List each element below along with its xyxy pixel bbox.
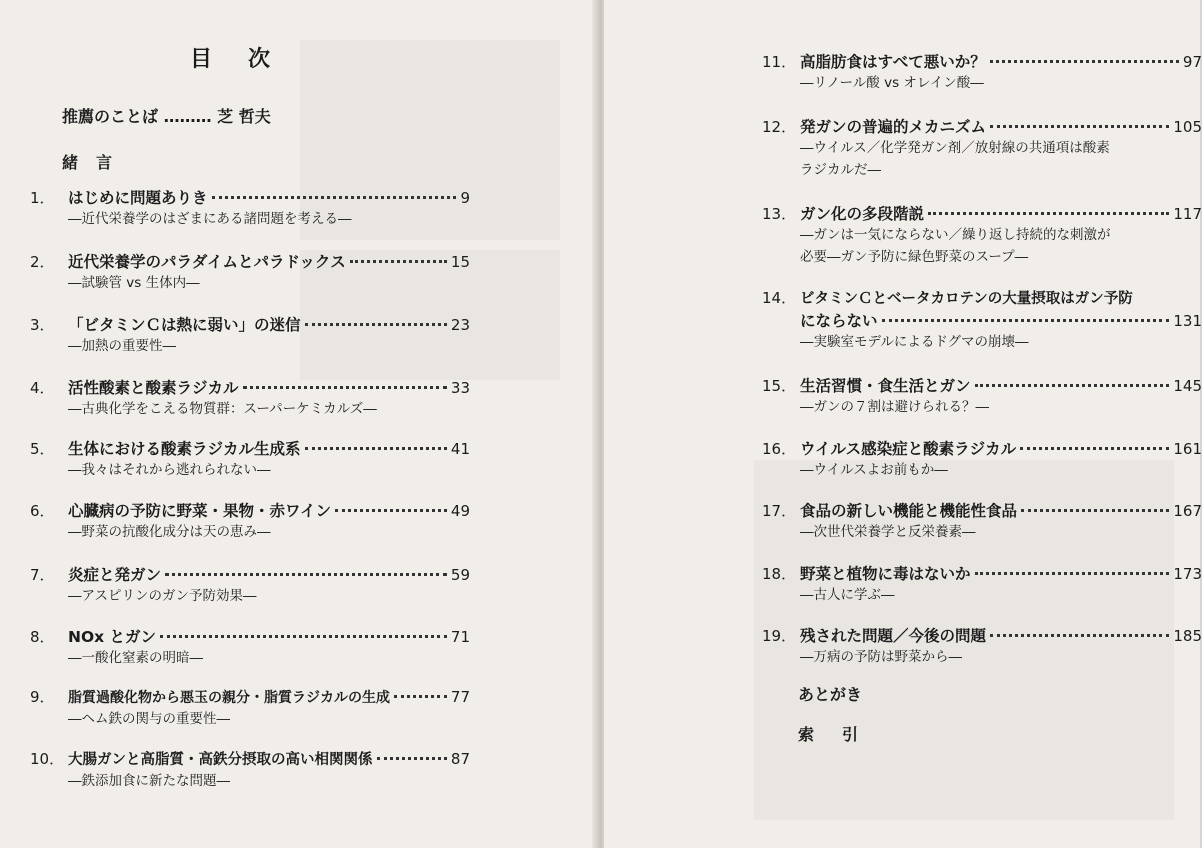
toc-entry[interactable] — [30, 313, 470, 357]
chapter-title: 活性酸素と酸素ラジカル — [68, 379, 239, 397]
chapter-subtitle: ―古典化学をこえる物質群：スーパーケミカルズ― — [68, 401, 377, 417]
chapter-title: 心臓病の予防に野菜・果物・赤ワイン — [68, 502, 332, 520]
page-number: 105 — [1173, 118, 1202, 136]
leader-dots — [377, 757, 447, 760]
toc-entry[interactable] — [30, 499, 470, 543]
toc-entry[interactable] — [30, 686, 470, 730]
chapter-title: 発ガンの普遍的メカニズム — [800, 118, 987, 136]
page-number: 15 — [450, 253, 470, 271]
leader-dots — [305, 447, 447, 450]
chapter-subtitle: ―ガンは一気にならない／繰り返し持続的な刺激が — [800, 227, 1111, 243]
chapter-title: 残された問題／今後の問題 — [800, 627, 987, 645]
recommendation-line: 推薦のことば ……… 芝 哲夫 — [62, 107, 271, 126]
chapter-number: 4． — [30, 379, 55, 397]
chapter-title: ウイルス感染症と酸素ラジカル — [800, 440, 1017, 458]
page-number: 87 — [450, 750, 470, 768]
leader-dots — [394, 695, 447, 698]
chapter-title: 生体における酸素ラジカル生成系 — [68, 440, 301, 458]
chapter-subtitle: ―加熱の重要性― — [68, 338, 176, 354]
page-number: 59 — [450, 566, 470, 584]
toc-entry[interactable] — [30, 748, 470, 792]
chapter-number: 16． — [762, 440, 797, 458]
chapter-number: 5． — [30, 440, 55, 458]
chapter-subtitle-continued: ラジカルだ― — [800, 162, 881, 178]
page-number: 41 — [450, 440, 470, 458]
chapter-subtitle-continued: 必要―ガン予防に緑色野菜のスープ― — [800, 249, 1029, 265]
chapter-subtitle: ―鉄添加食に新たな問題― — [68, 773, 230, 789]
chapter-subtitle: ―ウイルスよお前もか― — [800, 462, 948, 478]
chapter-number: 3． — [30, 316, 55, 334]
leader-dots — [212, 196, 457, 199]
chapter-subtitle: ―次世代栄養学と反栄養素― — [800, 524, 976, 540]
chapter-number: 18． — [762, 565, 797, 583]
chapter-subtitle: ―一酸化窒素の明暗― — [68, 650, 203, 666]
chapter-number: 13． — [762, 205, 797, 223]
toc-entry[interactable] — [30, 376, 470, 420]
chapter-number: 17． — [762, 502, 797, 520]
left-page — [0, 0, 596, 848]
chapter-subtitle: ―リノール酸 vs オレイン酸― — [800, 75, 984, 91]
chapter-title: 炎症と発ガン — [68, 566, 162, 584]
page-number: 71 — [450, 628, 470, 646]
chapter-title: 近代栄養学のパラダイムとパラドックス — [68, 253, 346, 271]
page-number: 77 — [450, 688, 470, 706]
toc-entry[interactable] — [762, 287, 1202, 353]
page-number: 161 — [1173, 440, 1202, 458]
chapter-number: 14． — [762, 289, 797, 307]
chapter-number: 15． — [762, 377, 797, 395]
page-number: 9 — [460, 189, 470, 207]
page-number: 185 — [1173, 627, 1202, 645]
chapter-subtitle: ―ヘム鉄の関与の重要性― — [68, 711, 230, 727]
leader-dots — [928, 212, 1169, 215]
page-number: 173 — [1173, 565, 1202, 583]
toc-entry[interactable] — [30, 186, 470, 230]
leader-dots — [975, 572, 1170, 575]
leader-dots — [1021, 509, 1169, 512]
chapter-subtitle: ―古人に学ぶ― — [800, 587, 895, 603]
leader-dots — [975, 384, 1170, 387]
chapter-subtitle: ―我々はそれから逃れられない― — [68, 462, 271, 478]
chapter-title: 大腸ガンと高脂質・高鉄分摂取の高い相関関係 — [68, 752, 373, 768]
page-number: 145 — [1173, 377, 1202, 395]
toc-entry[interactable] — [30, 625, 470, 669]
page-number: 167 — [1173, 502, 1202, 520]
chapter-subtitle: ―万病の予防は野菜から― — [800, 649, 962, 665]
leader-dots — [165, 573, 447, 576]
chapter-number: 19． — [762, 627, 797, 645]
right-page — [604, 0, 1200, 848]
leader-dots — [243, 386, 447, 389]
page-number: 97 — [1182, 53, 1202, 71]
chapter-title: 「ビタミンＣは熱に弱い」の迷信 — [68, 316, 301, 334]
leader-dots — [990, 634, 1169, 637]
toc-title: 目次 — [190, 47, 307, 72]
chapter-title: ビタミンＣとベータカロテンの大量摂取はガン予防 — [800, 291, 1133, 307]
leader-dots — [882, 319, 1170, 322]
chapter-subtitle: ―近代栄養学のはざまにある諸問題を考える― — [68, 211, 352, 227]
toc-entry[interactable] — [762, 624, 1202, 668]
page-number: 33 — [450, 379, 470, 397]
page-number: 117 — [1173, 205, 1202, 223]
index-line: 索引 — [798, 725, 887, 744]
toc-entry[interactable] — [762, 50, 1202, 94]
chapter-title: はじめに問題ありき — [68, 189, 208, 207]
leader-dots — [160, 635, 447, 638]
leader-dots — [335, 509, 447, 512]
chapter-number: 12． — [762, 118, 797, 136]
chapter-title: NOx とガン — [68, 628, 157, 646]
toc-entry[interactable] — [30, 563, 470, 607]
toc-entry[interactable] — [30, 437, 470, 481]
leader-dots — [990, 125, 1169, 128]
chapter-number: 9． — [30, 688, 55, 706]
chapter-title: 生活習慣・食生活とガン — [800, 377, 971, 395]
toc-entry[interactable] — [762, 202, 1202, 268]
chapter-number: 11． — [762, 53, 797, 71]
chapter-title-continued: にならない — [800, 312, 878, 330]
page-number: 131 — [1173, 312, 1202, 330]
chapter-number: 2． — [30, 253, 55, 271]
chapter-number: 6． — [30, 502, 55, 520]
chapter-title: 食品の新しい機能と機能性食品 — [800, 502, 1018, 520]
leader-dots — [990, 60, 1179, 63]
page-number: 23 — [450, 316, 470, 334]
chapter-title: 高脂肪食はすべて悪いか？ — [800, 53, 986, 71]
chapter-subtitle: ―ウイルス／化学発ガン剤／放射線の共通項は酸素 — [800, 140, 1110, 156]
introduction-line: 緒言 — [62, 153, 131, 172]
toc-entry[interactable] — [30, 250, 470, 294]
afterword-line: あとがき — [798, 685, 863, 704]
chapter-number: 10． — [30, 750, 65, 768]
toc-entry[interactable] — [762, 499, 1202, 543]
chapter-title: 脂質過酸化物から悪玉の親分・脂質ラジカルの生成 — [68, 690, 390, 706]
chapter-subtitle: ―アスピリンのガン予防効果― — [68, 588, 257, 604]
chapter-subtitle: ―ガンの７割は避けられる？― — [800, 399, 989, 415]
chapter-number: 1． — [30, 189, 55, 207]
page-number: 49 — [450, 502, 470, 520]
chapter-number: 7． — [30, 566, 55, 584]
chapter-number: 8． — [30, 628, 55, 646]
chapter-title: ガン化の多段階説 — [800, 205, 925, 223]
chapter-subtitle: ―野菜の抗酸化成分は天の恵み― — [68, 524, 271, 540]
chapter-subtitle: ―試験管 vs 生体内― — [68, 275, 200, 291]
chapter-title: 野菜と植物に毒はないか — [800, 565, 971, 583]
leader-dots — [1020, 447, 1169, 450]
toc-entry[interactable] — [762, 115, 1202, 181]
toc-entry[interactable] — [762, 562, 1202, 606]
leader-dots — [305, 323, 447, 326]
toc-entry[interactable] — [762, 374, 1202, 418]
leader-dots — [350, 260, 447, 263]
toc-entry[interactable] — [762, 437, 1202, 481]
chapter-subtitle: ―実験室モデルによるドグマの崩壊― — [800, 334, 1029, 350]
